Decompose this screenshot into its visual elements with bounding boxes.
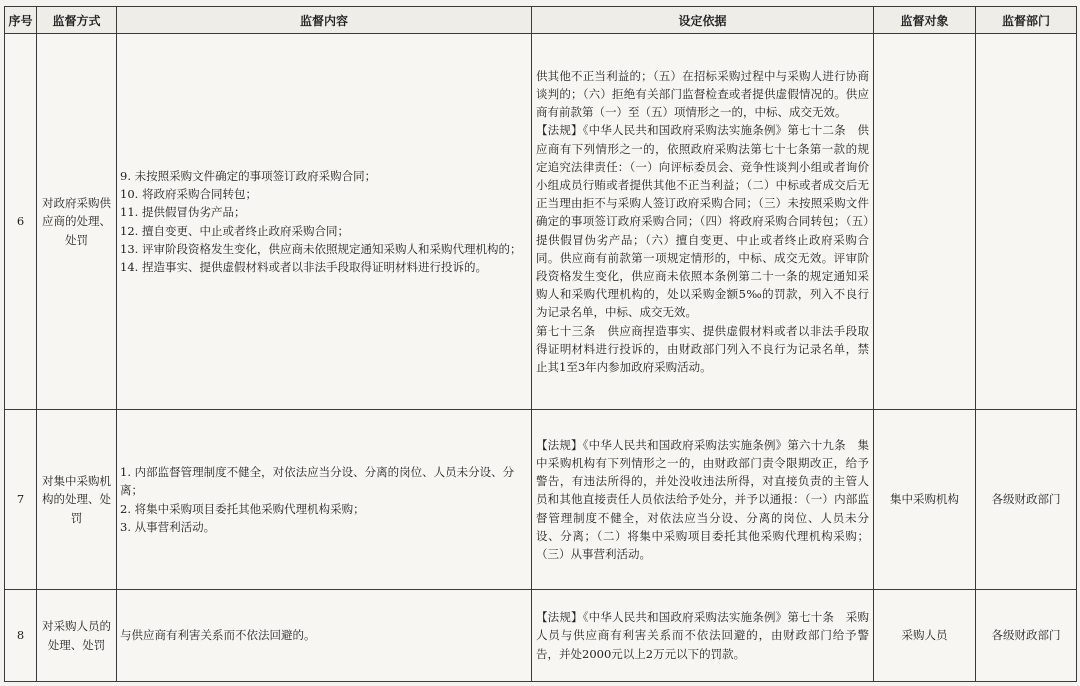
content-item: 1. 内部监督管理制度不健全，对依法应当分设、分离的岗位、人员未分设、分离； <box>120 465 515 498</box>
supervision-content <box>117 34 532 410</box>
content-item: 11. 提供假冒伪劣产品； <box>120 205 246 220</box>
row-number: 8 <box>5 590 37 682</box>
supervision-method: 对采购人员的处理、处罚 <box>37 590 117 682</box>
table-row <box>5 410 1077 590</box>
content-item: 13. 评审阶段资格发生变化，供应商未依照规定通知采购人和采购代理机构的； <box>120 241 522 256</box>
content-item: 9. 未按照采购文件确定的事项签订政府采购合同； <box>120 168 377 183</box>
basis-paragraph: 第七十三条 供应商捏造事实、提供虚假材料或者以非法手段取得证明材料进行投诉的，由财政部门列入不良行为记录名单，禁止其1至3年内参加政府采购活动。 <box>536 323 869 375</box>
content-item: 10. 将政府采购合同转包； <box>120 187 257 202</box>
header-basis: 设定依据 <box>532 7 874 34</box>
legal-basis <box>532 590 874 682</box>
table-row <box>5 590 1077 682</box>
supervision-department <box>976 34 1077 410</box>
table-row <box>5 34 1077 410</box>
header-no: 序号 <box>5 7 37 34</box>
supervision-content <box>117 590 532 682</box>
row-number: 6 <box>5 34 37 410</box>
content-item: 3. 从事营利活动。 <box>120 519 216 534</box>
basis-paragraph: 供其他不正当利益的；（五）在招标采购过程中与采购人进行协商谈判的；（六）拒绝有关部门监督检查或者提供虚假情况的。供应商有前款第（一）至（五）项情形之一的，中标、成交无效。 <box>536 68 869 120</box>
supervision-target: 集中采购机构 <box>874 410 976 590</box>
header-content: 监督内容 <box>117 7 532 34</box>
supervision-department: 各级财政部门 <box>976 590 1077 682</box>
content-item: 12. 擅自变更、中止或者终止政府采购合同； <box>120 223 349 238</box>
content-item: 与供应商有利害关系而不依法回避的。 <box>120 628 316 643</box>
basis-paragraph: 【法规】《中华人民共和国政府采购法实施条例》第七十条 采购人员与供应商有利害关系而不依法回避的，由财政部门给予警告，并处2000元以上2万元以下的罚款。 <box>536 610 869 661</box>
header-row <box>5 7 1077 34</box>
supervision-target <box>874 34 976 410</box>
header-department: 监督部门 <box>976 7 1077 34</box>
legal-basis <box>532 410 874 590</box>
supervision-table <box>4 6 1077 682</box>
supervision-target: 采购人员 <box>874 590 976 682</box>
supervision-method: 对集中采购机构的处理、处罚 <box>37 410 117 590</box>
basis-paragraph: 【法规】《中华人民共和国政府采购法实施条例》第七十二条 供应商有下列情形之一的，依照政府采购法第七十七条第一款的规定追究法律责任：（一）向评标委员会、竞争性谈判小组或者询价小组成员行贿或者提供其他不正当利益；（二）中标或者成交后无正当理由拒不与采购人签订政府采购合同；（三）未按照采购文件确定的事项签订政府采购合同；（四）将政府采购合同转包；（五）提供假冒伪劣产品；（六）擅自变更、中止或者终止政府采购合同。供应商有前款第一项规定情形的，中标、成交无效。评审阶段资格发生变化，供应商未依照本条例第二十一条的规定通知采购人和采购代理机构的，处以采购金额5‰的罚款，列入不良行为记录名单，中标、成交无效。 <box>536 123 869 320</box>
supervision-content <box>117 410 532 590</box>
content-item: 2. 将集中采购项目委托其他采购代理机构采购； <box>120 501 365 516</box>
basis-paragraph: 【法规】《中华人民共和国政府采购法实施条例》第六十九条 集中采购机构有下列情形之一的，由财政部门责令限期改正，给予警告，有违法所得的，并处没收违法所得，对直接负责的主管人员和其他直接责任人员依法给予处分，并予以通报：（一）内部监督管理制度不健全，对依法应当分设、分离的岗位、人员未分设、分离；（二）将集中采购项目委托其他采购代理机构采购；（三）从事营利活动。 <box>536 437 869 561</box>
header-target: 监督对象 <box>874 7 976 34</box>
document-page <box>4 6 1076 682</box>
supervision-method: 对政府采购供应商的处理、处罚 <box>37 34 117 410</box>
content-item: 14. 捏造事实、提供虚假材料或者以非法手段取得证明材料进行投诉的。 <box>120 259 487 274</box>
supervision-department: 各级财政部门 <box>976 410 1077 590</box>
row-number: 7 <box>5 410 37 590</box>
header-method: 监督方式 <box>37 7 117 34</box>
legal-basis <box>532 34 874 410</box>
